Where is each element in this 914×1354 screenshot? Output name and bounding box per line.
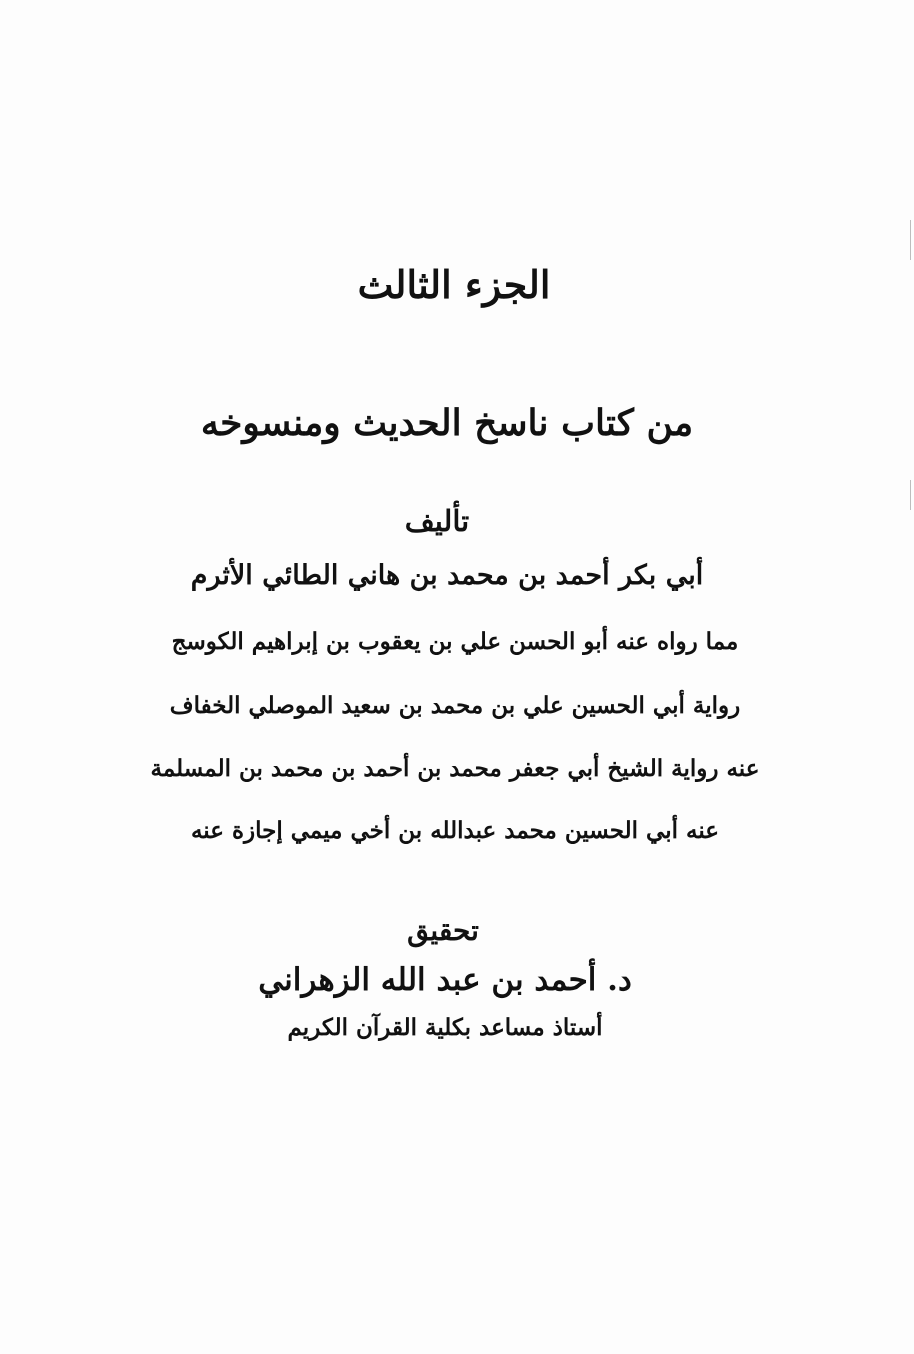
scan-edge-mark (910, 480, 911, 510)
book-title: من كتاب ناسخ الحديث ومنسوخه (200, 402, 694, 444)
editor-title: أستاذ مساعد بكلية القرآن الكريم (287, 1014, 603, 1041)
transmission-line-1: مما رواه عنه أبو الحسن علي بن يعقوب بن إبراهيم الكوسج (171, 628, 739, 655)
volume-title: الجزء الثالث (357, 262, 551, 307)
scan-edge-mark (910, 220, 911, 260)
authored-by-label: تأليف (404, 504, 470, 538)
author-name: أبي بكر أحمد بن محمد بن هاني الطائي الأثرم (190, 560, 704, 591)
transmission-line-4: عنه أبي الحسين محمد عبدالله بن أخي ميمي إجازة عنه (190, 817, 720, 844)
transmission-line-2: رواية أبي الحسين علي بن محمد بن سعيد الموصلي الخفاف (169, 692, 741, 719)
editor-name: د. أحمد بن عبد الله الزهراني (258, 962, 632, 998)
transmission-line-3: عنه رواية الشيخ أبي جعفر محمد بن أحمد بن محمد بن المسلمة (150, 755, 760, 782)
edited-by-label: تحقيق (407, 914, 479, 947)
